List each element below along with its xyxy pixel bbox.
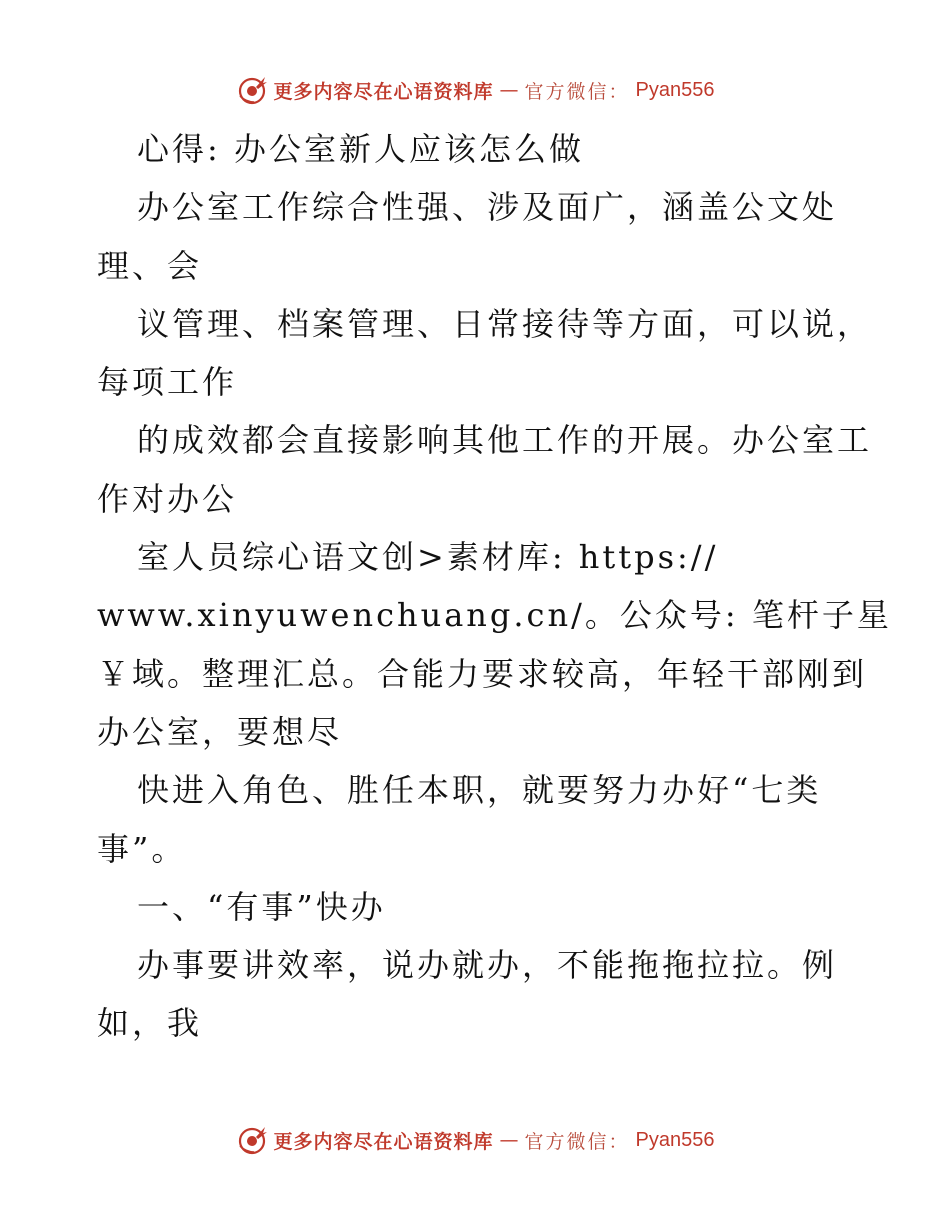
quill-logo-icon: [236, 1124, 268, 1156]
header-watermark: [0, 72, 950, 108]
watermark-wechat-label: 官方微信：: [524, 80, 630, 103]
watermark-wechat-id: Pyan556: [635, 1128, 715, 1151]
watermark-dash: —: [499, 1129, 519, 1151]
text-line: 事”。: [97, 829, 187, 868]
text-line: 如，我: [97, 1004, 203, 1043]
document-title: 心得: 办公室新人应该怎么做: [137, 130, 584, 168]
watermark-wechat-label: 官方微信：: [524, 1130, 630, 1153]
section-heading: 一、“有事”快办: [137, 887, 386, 926]
watermark-brand: 更多内容尽在心语资料库: [273, 1130, 494, 1153]
footer-watermark: [0, 1122, 950, 1158]
text-line: www.xinyuwenchuang.cn/。公众号: 笔杆子星: [97, 596, 892, 635]
quill-logo-icon: [236, 74, 268, 106]
text-line: 理、会: [97, 246, 203, 285]
text-line: ￥域。整理汇总。合能力要求较高，年轻干部刚到: [97, 654, 868, 693]
text-line: 办公室，要想尽: [97, 712, 343, 751]
watermark-dash: —: [499, 79, 519, 101]
document-body: [97, 120, 897, 1053]
text-line: 办公室工作综合性强、涉及面广，涵盖公文处: [137, 188, 838, 227]
text-line: 议管理、档案管理、日常接待等方面，可以说，: [137, 304, 873, 343]
watermark-brand: 更多内容尽在心语资料库: [273, 80, 494, 103]
text-line: 室人员综心语文创>素材库: https://: [137, 538, 719, 577]
text-line: 快进入角色、胜任本职，就要努力办好“七类: [137, 771, 822, 810]
text-line: 每项工作: [97, 363, 238, 402]
watermark-wechat-id: Pyan556: [635, 78, 715, 101]
text-line: 办事要讲效率，说办就办，不能拖拖拉拉。例: [137, 946, 838, 985]
text-line: 作对办公: [97, 479, 238, 518]
text-line: 的成效都会直接影响其他工作的开展。办公室工: [137, 421, 873, 460]
